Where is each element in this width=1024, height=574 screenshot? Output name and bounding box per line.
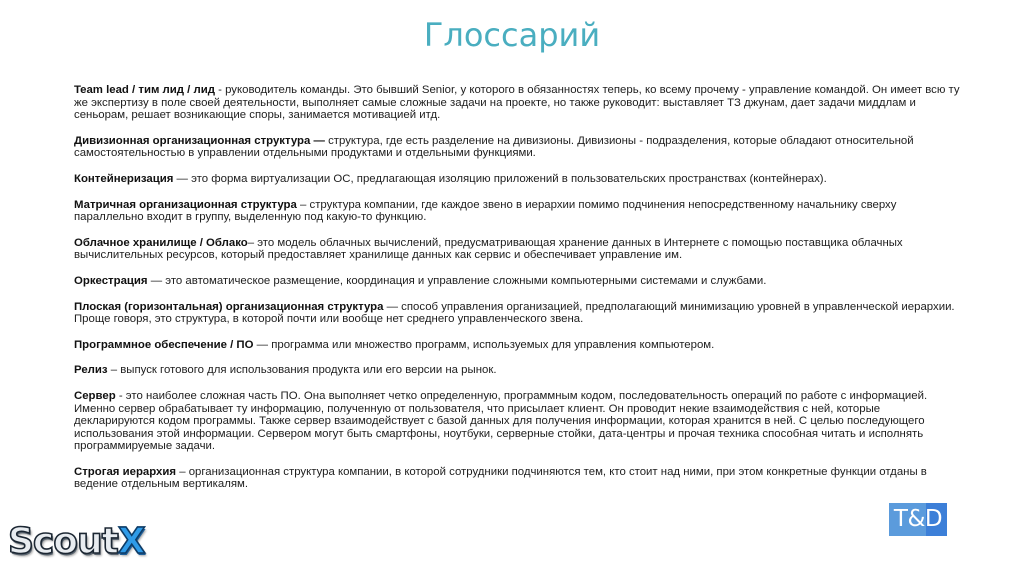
- glossary-term: Программное обеспечение / ПО: [74, 338, 254, 351]
- glossary-entry-release: [74, 364, 964, 377]
- td-logo-text: T&D: [893, 506, 943, 532]
- glossary-definition: – выпуск готового для использования продукта или его версии на рынок.: [107, 364, 497, 377]
- glossary-term: Облачное хранилище / Облако: [74, 236, 248, 249]
- glossary-term: Сервер: [74, 389, 116, 402]
- glossary-entry-team-lead: [74, 84, 964, 122]
- glossary-term: Team lead / тим лид / лид: [74, 84, 215, 96]
- glossary-term: Оркестрация: [74, 274, 148, 287]
- glossary-term: Плоская (горизонтальная) организационная структура: [74, 300, 384, 313]
- glossary-definition: – структура компании, где каждое звено в иерархии помимо подчинения непосредственному начальнику сверху параллельно входит в группу, выделенную под какую-то функцию.: [74, 198, 897, 224]
- glossary-definition: - это наиболее сложная часть ПО. Она выполняет четко определенную, программным кодом, последовательность операций по работе с информацией. Именно сервер обрабатывает ту информацию, полученную от пользователя, что присылает клиент. Он проводит некие взаимодействия с ней, которые декларируются кодом программы. Также сервер взаимодействует с базой данных для получения информации, которая хранится в ней. С целью последующего использования этой информации. Сервером могут быть смартфоны, ноутбуки, серверные стойки, дата-центры и прочая техника способная читать и исполнять программируемые задачи.: [74, 389, 928, 453]
- glossary-term: Дивизионная организационная структура —: [74, 134, 325, 147]
- glossary-definition: — это автоматическое размещение, координация и управление сложными компьютерными системами и службами.: [147, 274, 767, 287]
- td-logo: [889, 503, 947, 536]
- glossary-entry-matrix-structure: [74, 199, 964, 224]
- glossary-term: Строгая иерархия: [74, 465, 177, 478]
- glossary-definition: – это модель облачных вычислений, предусматривающая хранение данных в Интернете с помощью поставщика облачных вычислительных ресурсов, который предоставляет хранилище данных как сервис и обеспечивает управление им.: [74, 236, 903, 262]
- glossary-definition: — программа или множество программ, используемых для управления компьютером.: [253, 338, 715, 351]
- glossary-term: Контейнеризация: [74, 172, 174, 185]
- glossary-definition: структура, где есть разделение на дивизионы. Дивизионы - подразделения, которые обладают относительной самостоятельностью в управлении отдельными продуктами и отдельными функциями.: [74, 134, 914, 160]
- glossary-definition: - руководитель команды. Это бывший Senior, у которого в обязанностях теперь, ко всему прочему - управление командой. Он имеет всю ту же экспертизу в поле своей деятельности, выполняет самые сложные задачи на проекте, но также руководит: выставляет ТЗ джунам, дает задачи миддлам и сеньорам, решает возникающие споры, занимается мотивацией итд.: [74, 84, 960, 122]
- glossary-entry-orchestration: [74, 275, 964, 288]
- glossary-definition: — это форма виртуализации ОС, предлагающая изоляцию приложений в пользовательских пространствах (контейнерах).: [173, 172, 827, 185]
- scoutx-logo-x: X: [117, 521, 145, 562]
- glossary-entry-containerization: [74, 173, 964, 186]
- glossary-definition: – организационная структура компании, в которой сотрудники подчиняются тем, кто стоит над ними, при этом конкретные функции отданы в ведение отдельным вертикалям.: [74, 465, 927, 491]
- glossary-entry-software: [74, 339, 964, 352]
- scoutx-logo-text: Scout: [8, 521, 118, 562]
- glossary-entry-cloud-storage: [74, 237, 964, 262]
- glossary-entry-strict-hierarchy: [74, 466, 964, 491]
- glossary-list: [74, 84, 964, 504]
- glossary-entry-divisional-structure: [74, 135, 964, 160]
- scoutx-logo: [8, 522, 145, 562]
- glossary-term: Релиз: [74, 364, 108, 377]
- glossary-term: Матричная организационная структура: [74, 198, 297, 211]
- glossary-entry-flat-structure: [74, 301, 964, 326]
- slide-title: Глоссарий: [423, 16, 601, 54]
- glossary-entry-server: [74, 390, 964, 453]
- glossary-definition: — способ управления организацией, предполагающий минимизацию уровней в управленческой иерархии. Проще говоря, это структура, в которой почти или вообще нет среднего управленческого звена.: [74, 300, 955, 326]
